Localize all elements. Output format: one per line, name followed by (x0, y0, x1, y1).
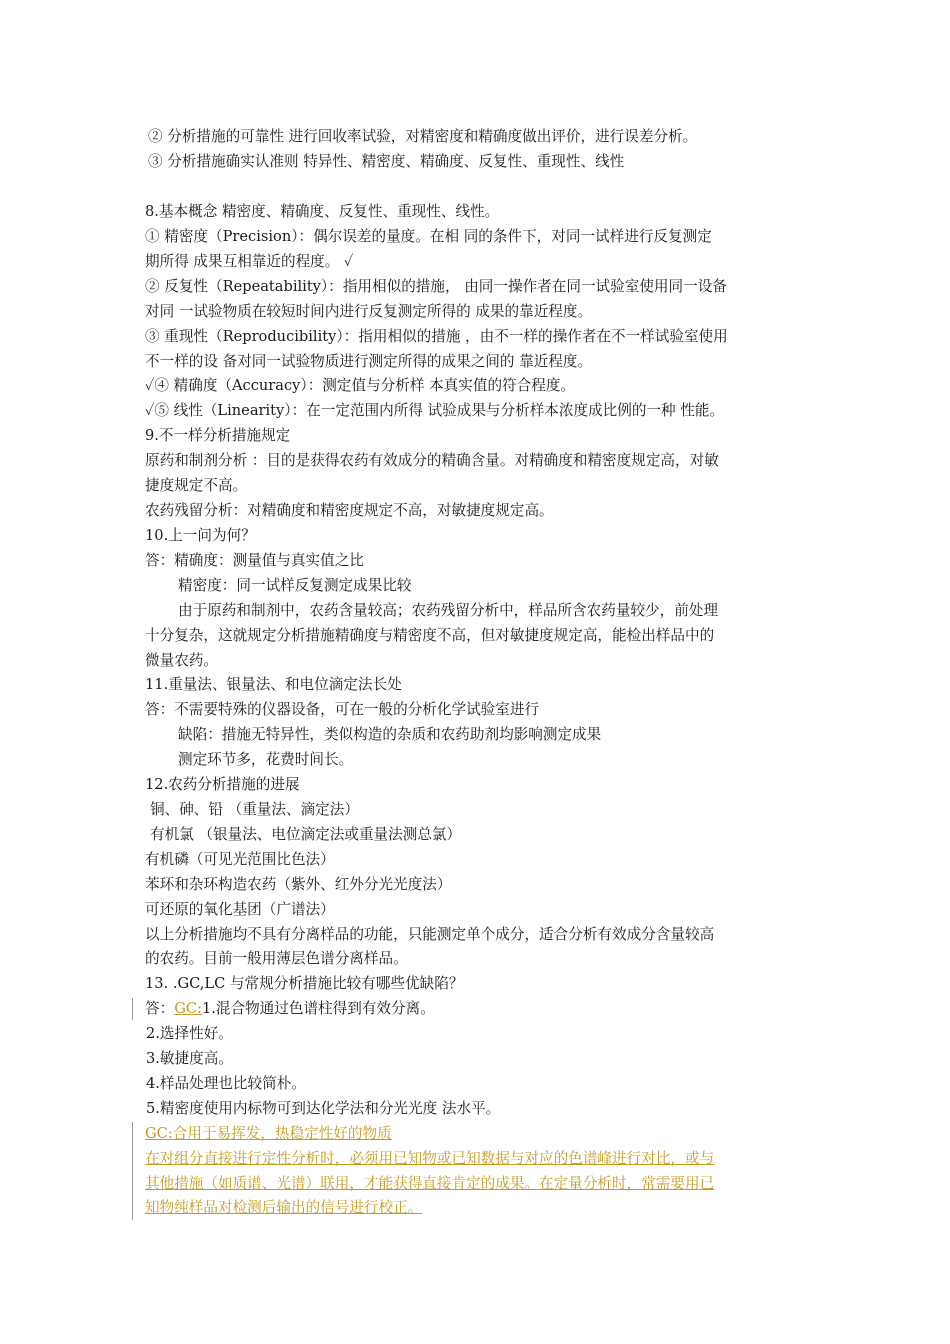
answer-line (145, 999, 435, 1019)
text-line: 微量农药。 (145, 652, 218, 669)
text-line: 4.样品处理也比较简朴。 (146, 1075, 306, 1092)
revision-line: 知物纯样品对检测后输出的信号进行校正。 (145, 1199, 423, 1216)
text-line: 苯环和杂环构造农药（紫外、红外分光光度法） (145, 876, 452, 893)
section-heading: 9.不一样分析措施规定 (145, 427, 291, 444)
text-line: ✓④ 精确度（Accuracy）：测定值与分析样 本真实值的符合程度。 (145, 377, 576, 394)
section-heading: 12.农药分析措施的进展 (145, 776, 300, 793)
text-line: 有机氯 （银量法、电位滴定法或重量法测总氯） (150, 826, 462, 843)
text-line: ① 精密度（Precision）：偶尔误差的量度。在相 同的条件下，对同一试样进行反复测定 (145, 228, 712, 245)
section-heading: 8.基本概念 精密度、精确度、反复性、重现性、线性。 (145, 203, 500, 220)
text-line: ③ 分析措施确实认准则 特异性、精密度、精确度、反复性、重现性、线性 (148, 153, 625, 170)
text-line: 原药和制剂分析 ：目的是获得农药有效成分的精确含量。对精确度和精密度规定高，对敏 (145, 452, 719, 469)
gc-label-revision: GC: (174, 1000, 202, 1017)
text-line: ② 反复性（Repeatability）：指用相似的措施， 由同一操作者在同一试验室使用同一设备 (145, 278, 727, 295)
change-bar (132, 998, 133, 1020)
text-line: 缺陷：措施无特异性，类似构造的杂质和农药助剂均影响测定成果 (178, 726, 602, 743)
text-line: 的农药。目前一般用薄层色谱分离样品。 (145, 950, 408, 967)
text-line: ✓⑤ 线性（Linearity）：在一定范围内所得 试验成果与分析样本浓度成比例的一种 性能。 (145, 402, 725, 419)
gc-label-revision: GC: (145, 1125, 173, 1142)
text-line: 3.敏捷度高。 (146, 1050, 233, 1067)
change-bar (132, 1122, 133, 1220)
text-line: 5.精密度使用内标物可到达化学法和分光光度 法水平。 (146, 1100, 501, 1117)
text-line: 有机磷（可见光范围比色法） (145, 851, 335, 868)
text-line: 可还原的氧化基团（广谱法） (145, 901, 335, 918)
text-line: 农药残留分析：对精确度和精密度规定不高，对敏捷度规定高。 (145, 502, 554, 519)
text-line: ② 分析措施的可靠性 进行回收率试验，对精密度和精确度做出评价，进行误差分析。 (148, 128, 698, 145)
text-line: ③ 重现性（Reproducibility）：指用相似的措施 ，由不一样的操作者在不一样试验室使用 (145, 328, 728, 345)
revision-line (145, 1124, 392, 1144)
revision-text: 合用于易挥发，热稳定性好的物质 (172, 1125, 392, 1142)
text-line: 答：精确度：测量值与真实值之比 (145, 552, 364, 569)
text-line: 对同 一试验物质在较短时间内进行反复测定所得的 成果的靠近程度。 (145, 303, 593, 320)
text-line: 期所得 成果互相靠近的程度。 ✓ (145, 253, 354, 270)
revision-line: 在对组分直接进行定性分析时，必须用已知物或已知数据与对应的色谱峰进行对比，或与 (145, 1150, 715, 1167)
text-line: 2.选择性好。 (146, 1025, 233, 1042)
section-heading: 10.上一问为何？ (145, 527, 256, 544)
text-line: 不一样的设 备对同一试验物质进行测定所得的成果之间的 靠近程度。 (145, 353, 593, 370)
text-line: 以上分析措施均不具有分离样品的功能，只能测定单个成分，适合分析有效成分含量较高 (145, 926, 715, 943)
revision-line: 其他措施（如质谱、光谱）联用，才能获得直接肯定的成果。在定量分析时，常需要用已 (145, 1175, 715, 1192)
text-line: 铜、砷、铅 （重量法、滴定法） (150, 801, 359, 818)
answer-prefix: 答： (145, 1000, 175, 1017)
answer-text: 1.混合物通过色谱柱得到有效分离。 (201, 1000, 435, 1017)
section-heading: 11.重量法、银量法、和电位滴定法长处 (145, 676, 402, 693)
text-line: 精密度：同一试样反复测定成果比较 (178, 577, 412, 594)
text-line: 测定环节多，花费时间长。 (178, 751, 354, 768)
section-heading: 13. .GC,LC 与常规分析措施比较有哪些优缺陷？ (145, 975, 464, 992)
text-line: 答：不需要特殊的仪器设备，可在一般的分析化学试验室进行 (145, 701, 540, 718)
text-line: 十分复杂，这就规定分析措施精确度与精密度不高，但对敏捷度规定高，能检出样品中的 (145, 627, 715, 644)
text-line: 由于原药和制剂中，农药含量较高；农药残留分析中，样品所含农药量较少，前处理 (178, 602, 718, 619)
text-line: 捷度规定不高。 (145, 477, 248, 494)
